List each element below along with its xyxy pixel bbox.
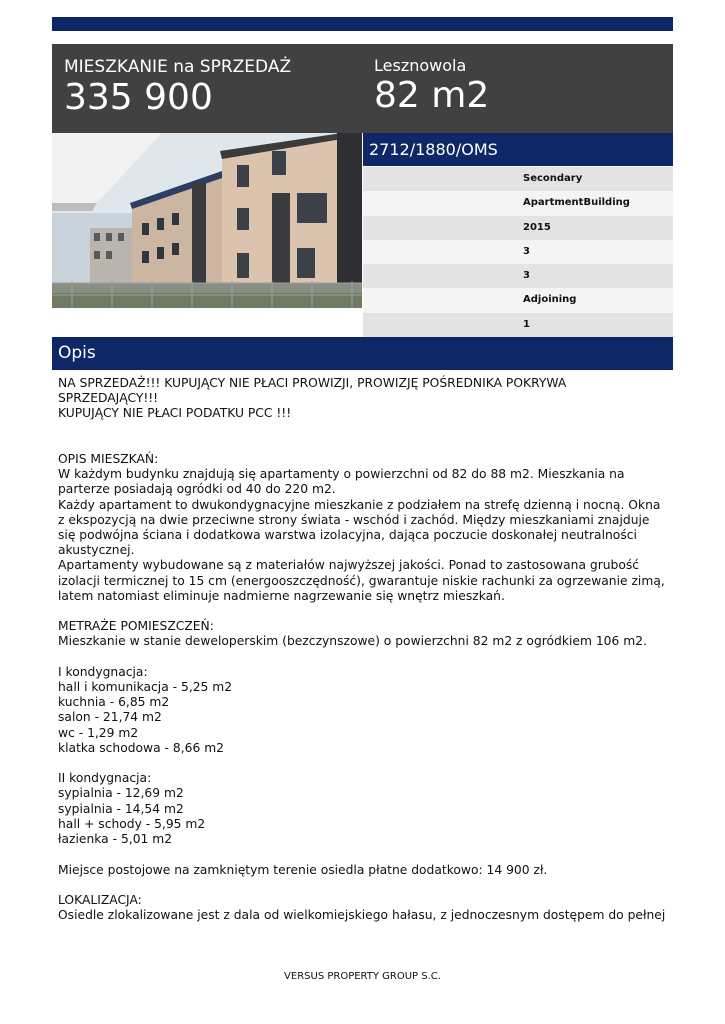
property-photo bbox=[52, 133, 362, 308]
city: Lesznowola bbox=[374, 56, 467, 75]
description-title: Opis bbox=[52, 337, 673, 370]
attribute-floor: 1 bbox=[363, 313, 673, 337]
listing-reference: 2712/1880/OMS bbox=[363, 133, 673, 166]
attribute-rooms: 3 bbox=[363, 240, 673, 264]
description-text: NA SPRZEDAŻ!!! KUPUJĄCY NIE PŁACI PROWIZJI, PROWIZJĘ POŚREDNIKA POKRYWA SPRZEDAJĄCY!!! KUPUJĄCY NIE PŁACI PODATKU PCC !!! OPIS MIESZKAŃ: W każdym budynku znajdują się apartamenty o powierzchni od 82 do 88 m2. Mieszkania na parterze posiadają ogródki od 40 do 220 m2. Każdy apartament to dwukondygnacyjne mieszkanie z podziałem na strefę dzienną i nocną. Okna z ekspozycją na dwie przeciwne strony świata - wschód i zachód. Między mieszkaniami znajduje się podwójna ściana i dodatkowa warstwa izolacyjna, dająca poczucie doskonałej neutralności akustycznej. Apartamenty wybudowane są z materiałów najwyższej jakości. Ponad to zastosowana grubość izolacji termicznej to 15 cm (energooszczędność), gwarantuje niskie rachunki za ogrzewanie zimą, latem natomiast eliminuje nadmierne nagrzewanie się wnętrz mieszkań. METRAŻE POMIESZCZEŃ: Mieszkanie w stanie deweloperskim (bezczynszowe) o powierzchni 82 m2 z ogródkiem 106 m2. I kondygnacja: hall i komunikacja - 5,25 m2 kuchnia - 6,85 m2 salon - 21,74 m2 wc - 1,29 m2 klatka schodowa - 8,66 m2 II kondygnacja: sypialnia - 12,69 m2 sypialnia - 14,54 m2 hall + schody - 5,95 m2 łazienka - 5,01 m2 Miejsce postojowe na zamkniętym terenie osiedla płatne dodatkowo: 14 900 zł. LOKALIZACJA: Osiedle zlokalizowane jest z dala od wielkomiejskiego hałasu, z jednoczesnym dostępem do pełnej bbox=[58, 376, 666, 923]
property-attributes bbox=[363, 167, 673, 337]
area: 82 m2 bbox=[374, 75, 490, 116]
attribute-kitchen: Adjoining bbox=[363, 288, 673, 312]
sale-label: MIESZKANIE na SPRZEDAŻ bbox=[64, 57, 292, 77]
attribute-market: Secondary bbox=[363, 167, 673, 191]
footer-company: VERSUS PROPERTY GROUP S.C. bbox=[284, 971, 441, 982]
top-accent-bar bbox=[52, 17, 673, 31]
description-body bbox=[58, 376, 670, 923]
attribute-building-type: ApartmentBuilding bbox=[363, 191, 673, 215]
attribute-year: 2015 bbox=[363, 216, 673, 240]
attribute-count: 3 bbox=[363, 264, 673, 288]
price: 335 900 bbox=[64, 77, 213, 118]
listing-header bbox=[52, 44, 673, 133]
